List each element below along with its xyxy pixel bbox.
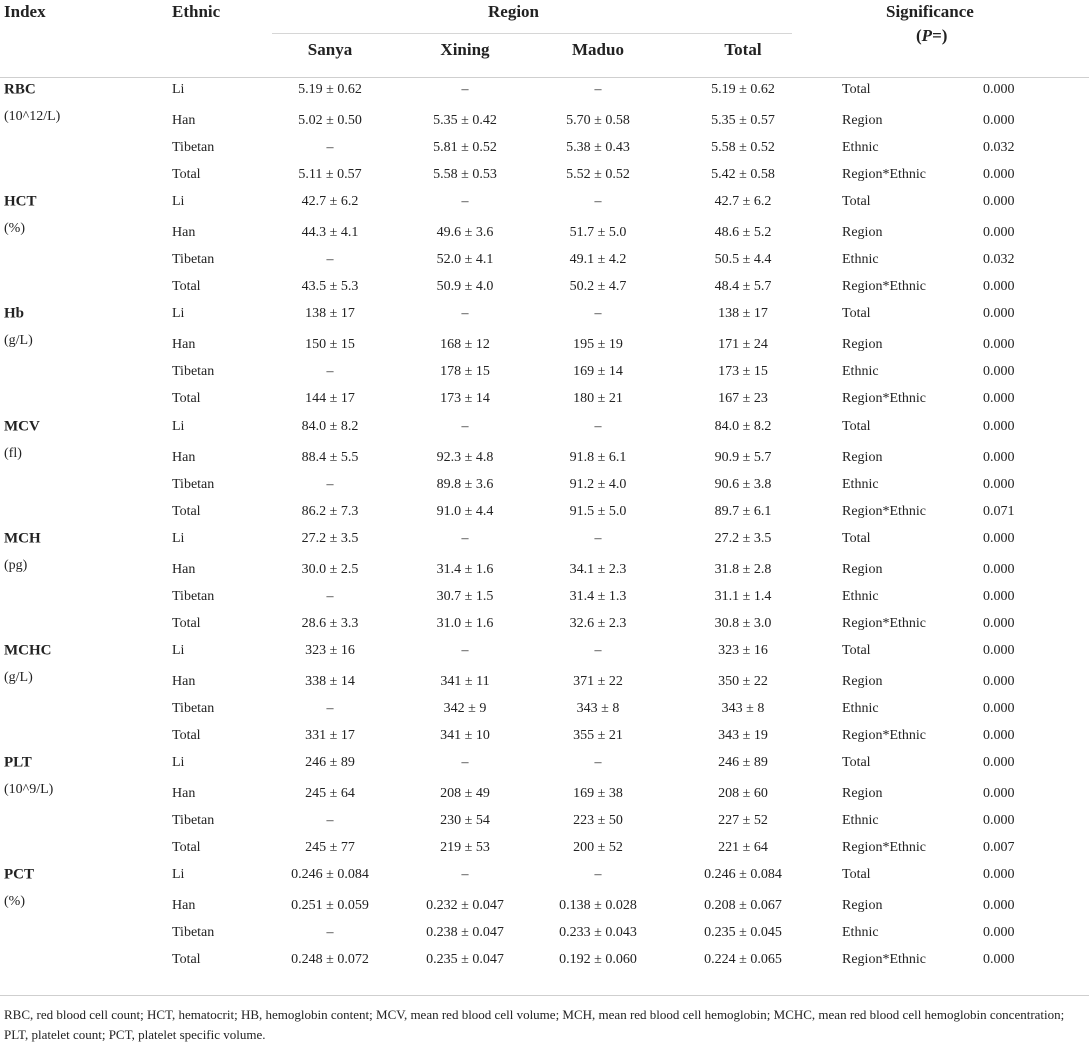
table-row: [0, 749, 1089, 776]
cell-sanya: 43.5 ± 5.3: [301, 278, 359, 294]
index-name: MCHC: [4, 642, 52, 658]
cell-sanya: 245 ± 77: [305, 839, 355, 855]
cell-xining: 92.3 ± 4.8: [436, 449, 494, 465]
cell-xining: –: [461, 193, 469, 209]
table-row: [0, 188, 1089, 215]
cell-significance: Region: [842, 112, 883, 128]
table-row: [0, 556, 1089, 583]
table-row: [0, 107, 1089, 134]
cell-maduo: 0.138 ± 0.028: [559, 897, 637, 913]
table-row: [0, 834, 1089, 861]
index-unit: (%): [4, 894, 25, 909]
cell-significance: Region*Ethnic: [842, 839, 926, 855]
cell-p-value: 0.000: [983, 924, 1015, 940]
cell-p-value: 0.000: [983, 363, 1015, 379]
cell-maduo: 5.38 ± 0.43: [566, 139, 630, 155]
cell-p-value: 0.000: [983, 530, 1015, 546]
cell-sanya: 331 ± 17: [305, 727, 355, 743]
header-p: (P=): [916, 26, 948, 45]
cell-maduo: 169 ± 38: [573, 785, 623, 801]
cell-significance: Ethnic: [842, 476, 879, 492]
cell-significance: Region*Ethnic: [842, 503, 926, 519]
cell-significance: Ethnic: [842, 251, 879, 267]
cell-sanya: 44.3 ± 4.1: [301, 224, 359, 240]
cell-sanya: 42.7 ± 6.2: [301, 193, 359, 209]
cell-total: 0.235 ± 0.045: [704, 924, 782, 940]
cell-significance: Total: [842, 530, 871, 546]
cell-p-value: 0.000: [983, 561, 1015, 577]
index-unit: (10^12/L): [4, 109, 61, 124]
cell-ethnic: Tibetan: [172, 700, 215, 716]
index-name: RBC: [4, 81, 36, 97]
cell-ethnic: Tibetan: [172, 476, 215, 492]
cell-total: 48.6 ± 5.2: [714, 224, 772, 240]
cell-xining: 342 ± 9: [443, 700, 487, 716]
cell-significance: Total: [842, 305, 871, 321]
cell-sanya: 84.0 ± 8.2: [301, 418, 359, 434]
cell-ethnic: Total: [172, 615, 201, 631]
cell-xining: 30.7 ± 1.5: [436, 588, 494, 604]
header-xining: Xining: [440, 40, 490, 59]
cell-sanya: 30.0 ± 2.5: [301, 561, 359, 577]
table-row: [0, 161, 1089, 188]
table-row: [0, 471, 1089, 498]
table-row: [0, 861, 1089, 888]
table-row: [0, 695, 1089, 722]
cell-maduo: –: [594, 418, 602, 434]
cell-maduo: –: [594, 866, 602, 882]
cell-xining: 89.8 ± 3.6: [436, 476, 494, 492]
header-total: Total: [724, 40, 762, 59]
cell-sanya: 0.248 ± 0.072: [291, 951, 369, 967]
cell-sanya: –: [326, 588, 334, 604]
cell-significance: Total: [842, 418, 871, 434]
cell-p-value: 0.000: [983, 305, 1015, 321]
index-unit: (pg): [4, 558, 28, 573]
cell-significance: Region: [842, 336, 883, 352]
cell-xining: 31.4 ± 1.6: [436, 561, 494, 577]
cell-ethnic: Total: [172, 390, 201, 406]
cell-p-value: 0.000: [983, 897, 1015, 913]
cell-xining: 173 ± 14: [440, 390, 490, 406]
cell-ethnic: Tibetan: [172, 588, 215, 604]
index-unit: (g/L): [4, 333, 33, 348]
cell-xining: 0.238 ± 0.047: [426, 924, 504, 940]
header-maduo: Maduo: [572, 40, 624, 59]
cell-maduo: 195 ± 19: [573, 336, 623, 352]
cell-sanya: 338 ± 14: [305, 673, 355, 689]
cell-ethnic: Tibetan: [172, 924, 215, 940]
cell-sanya: –: [326, 924, 334, 940]
cell-ethnic: Li: [172, 866, 185, 882]
table-footnote: RBC, red blood cell count; HCT, hematocrit; HB, hemoglobin content; MCV, mean red blood cell volume; MCH, mean red blood cell hemoglobin; MCHC, mean red blood cell hemoglobin concentration; PLT, platelet count; PCT, platelet specific volume.: [4, 1007, 1065, 1042]
header-significance: Significance: [886, 2, 974, 21]
cell-sanya: –: [326, 363, 334, 379]
index-unit: (g/L): [4, 670, 33, 685]
cell-xining: 208 ± 49: [440, 785, 490, 801]
cell-sanya: 323 ± 16: [305, 642, 355, 658]
cell-p-value: 0.000: [983, 112, 1015, 128]
cell-sanya: –: [326, 139, 334, 155]
cell-significance: Ethnic: [842, 700, 879, 716]
cell-maduo: 5.70 ± 0.58: [566, 112, 630, 128]
cell-maduo: 51.7 ± 5.0: [569, 224, 627, 240]
cell-xining: 49.6 ± 3.6: [436, 224, 494, 240]
cell-ethnic: Li: [172, 754, 185, 770]
cell-xining: 5.35 ± 0.42: [433, 112, 497, 128]
cell-maduo: 91.8 ± 6.1: [569, 449, 627, 465]
cell-maduo: 343 ± 8: [576, 700, 620, 716]
cell-ethnic: Total: [172, 503, 201, 519]
cell-p-value: 0.032: [983, 251, 1015, 267]
cell-total: 323 ± 16: [718, 642, 768, 658]
cell-total: 350 ± 22: [718, 673, 768, 689]
cell-total: 171 ± 24: [718, 336, 768, 352]
table-row: [0, 498, 1089, 525]
cell-significance: Region*Ethnic: [842, 615, 926, 631]
cell-sanya: 246 ± 89: [305, 754, 355, 770]
cell-sanya: –: [326, 700, 334, 716]
cell-total: 90.6 ± 3.8: [714, 476, 772, 492]
cell-p-value: 0.000: [983, 615, 1015, 631]
cell-xining: –: [461, 305, 469, 321]
cell-total: 31.8 ± 2.8: [714, 561, 772, 577]
index-unit: (%): [4, 221, 25, 236]
cell-p-value: 0.000: [983, 785, 1015, 801]
cell-total: 138 ± 17: [718, 305, 768, 321]
table-row: [0, 76, 1089, 103]
cell-xining: 52.0 ± 4.1: [436, 251, 494, 267]
table-row: [0, 331, 1089, 358]
cell-significance: Ethnic: [842, 924, 879, 940]
cell-xining: –: [461, 642, 469, 658]
cell-maduo: 91.2 ± 4.0: [569, 476, 627, 492]
cell-p-value: 0.000: [983, 812, 1015, 828]
cell-ethnic: Total: [172, 166, 201, 182]
cell-total: 0.246 ± 0.084: [704, 866, 782, 882]
cell-xining: 5.58 ± 0.53: [433, 166, 497, 182]
cell-ethnic: Han: [172, 561, 196, 577]
cell-xining: 50.9 ± 4.0: [436, 278, 494, 294]
table-row: [0, 780, 1089, 807]
region-underline: [272, 33, 792, 34]
cell-total: 42.7 ± 6.2: [714, 193, 772, 209]
table-row: [0, 444, 1089, 471]
header-ethnic: Ethnic: [172, 2, 221, 21]
cell-xining: 219 ± 53: [440, 839, 490, 855]
index-name: MCV: [4, 418, 40, 434]
cell-significance: Ethnic: [842, 812, 879, 828]
cell-significance: Region: [842, 785, 883, 801]
cell-significance: Total: [842, 81, 871, 97]
cell-xining: 168 ± 12: [440, 336, 490, 352]
cell-xining: 91.0 ± 4.4: [436, 503, 494, 519]
cell-significance: Region*Ethnic: [842, 278, 926, 294]
cell-total: 5.19 ± 0.62: [711, 81, 775, 97]
cell-maduo: 91.5 ± 5.0: [569, 503, 627, 519]
cell-significance: Region: [842, 561, 883, 577]
index-name: PLT: [4, 754, 32, 770]
cell-significance: Region: [842, 449, 883, 465]
cell-ethnic: Li: [172, 642, 185, 658]
cell-total: 84.0 ± 8.2: [714, 418, 772, 434]
table-row: [0, 219, 1089, 246]
cell-significance: Region*Ethnic: [842, 166, 926, 182]
table-row: [0, 919, 1089, 946]
cell-xining: –: [461, 866, 469, 882]
table-row: [0, 273, 1089, 300]
cell-xining: 230 ± 54: [440, 812, 490, 828]
cell-p-value: 0.000: [983, 449, 1015, 465]
table-row: [0, 246, 1089, 273]
cell-maduo: 169 ± 14: [573, 363, 623, 379]
table-row: [0, 946, 1089, 973]
cell-xining: 178 ± 15: [440, 363, 490, 379]
cell-sanya: 144 ± 17: [305, 390, 355, 406]
cell-xining: 31.0 ± 1.6: [436, 615, 494, 631]
cell-sanya: –: [326, 251, 334, 267]
cell-xining: 341 ± 10: [440, 727, 490, 743]
cell-sanya: 27.2 ± 3.5: [301, 530, 359, 546]
header-index: Index: [4, 2, 46, 21]
cell-total: 5.58 ± 0.52: [711, 139, 775, 155]
cell-total: 0.208 ± 0.067: [704, 897, 782, 913]
cell-ethnic: Tibetan: [172, 251, 215, 267]
cell-ethnic: Total: [172, 727, 201, 743]
cell-maduo: 34.1 ± 2.3: [569, 561, 627, 577]
cell-significance: Total: [842, 642, 871, 658]
cell-xining: 0.235 ± 0.047: [426, 951, 504, 967]
cell-maduo: 355 ± 21: [573, 727, 623, 743]
cell-xining: –: [461, 754, 469, 770]
cell-total: 48.4 ± 5.7: [714, 278, 772, 294]
cell-sanya: –: [326, 812, 334, 828]
cell-ethnic: Han: [172, 897, 196, 913]
cell-ethnic: Total: [172, 278, 201, 294]
cell-ethnic: Li: [172, 418, 185, 434]
index-name: Hb: [4, 305, 25, 321]
table-row: [0, 300, 1089, 327]
cell-sanya: 150 ± 15: [305, 336, 355, 352]
cell-total: 5.42 ± 0.58: [711, 166, 775, 182]
table-row: [0, 134, 1089, 161]
cell-maduo: –: [594, 530, 602, 546]
table-row: [0, 637, 1089, 664]
cell-total: 246 ± 89: [718, 754, 768, 770]
table-row: [0, 892, 1089, 919]
cell-total: 5.35 ± 0.57: [711, 112, 775, 128]
cell-sanya: 5.02 ± 0.50: [298, 112, 362, 128]
cell-ethnic: Han: [172, 224, 196, 240]
cell-maduo: 49.1 ± 4.2: [569, 251, 627, 267]
cell-significance: Region: [842, 224, 883, 240]
cell-significance: Ethnic: [842, 363, 879, 379]
cell-p-value: 0.000: [983, 224, 1015, 240]
cell-total: 343 ± 8: [721, 700, 765, 716]
cell-ethnic: Tibetan: [172, 812, 215, 828]
index-unit: (10^9/L): [4, 782, 54, 797]
cell-total: 221 ± 64: [718, 839, 768, 855]
cell-maduo: –: [594, 193, 602, 209]
header-sanya: Sanya: [307, 40, 353, 59]
cell-maduo: 223 ± 50: [573, 812, 623, 828]
cell-sanya: 245 ± 64: [305, 785, 355, 801]
cell-maduo: 371 ± 22: [573, 673, 623, 689]
cell-total: 173 ± 15: [718, 363, 768, 379]
index-name: MCH: [4, 530, 41, 546]
cell-p-value: 0.000: [983, 390, 1015, 406]
cell-sanya: 0.251 ± 0.059: [291, 897, 369, 913]
cell-ethnic: Tibetan: [172, 139, 215, 155]
index-name: PCT: [4, 866, 34, 882]
cell-maduo: –: [594, 81, 602, 97]
cell-ethnic: Li: [172, 530, 185, 546]
header-region: Region: [488, 2, 539, 21]
cell-significance: Ethnic: [842, 139, 879, 155]
cell-p-value: 0.000: [983, 866, 1015, 882]
cell-xining: –: [461, 81, 469, 97]
cell-ethnic: Han: [172, 673, 196, 689]
index-unit: (fl): [4, 446, 22, 461]
cell-maduo: 31.4 ± 1.3: [569, 588, 627, 604]
cell-p-value: 0.000: [983, 700, 1015, 716]
cell-ethnic: Li: [172, 193, 185, 209]
cell-total: 167 ± 23: [718, 390, 768, 406]
cell-significance: Region: [842, 897, 883, 913]
cell-sanya: –: [326, 476, 334, 492]
cell-total: 90.9 ± 5.7: [714, 449, 772, 465]
cell-maduo: –: [594, 305, 602, 321]
cell-total: 0.224 ± 0.065: [704, 951, 782, 967]
table-row: [0, 807, 1089, 834]
cell-maduo: 0.233 ± 0.043: [559, 924, 637, 940]
cell-p-value: 0.000: [983, 727, 1015, 743]
table-row: [0, 668, 1089, 695]
cell-sanya: 28.6 ± 3.3: [301, 615, 359, 631]
cell-maduo: 50.2 ± 4.7: [569, 278, 627, 294]
cell-sanya: 138 ± 17: [305, 305, 355, 321]
cell-total: 343 ± 19: [718, 727, 768, 743]
cell-ethnic: Han: [172, 112, 196, 128]
cell-p-value: 0.000: [983, 418, 1015, 434]
cell-significance: Region: [842, 673, 883, 689]
cell-maduo: 0.192 ± 0.060: [559, 951, 637, 967]
index-name: HCT: [4, 193, 37, 209]
table-row: [0, 525, 1089, 552]
cell-significance: Total: [842, 193, 871, 209]
table-row: [0, 385, 1089, 412]
cell-significance: Total: [842, 866, 871, 882]
cell-maduo: 180 ± 21: [573, 390, 623, 406]
cell-p-value: 0.000: [983, 951, 1015, 967]
cell-ethnic: Li: [172, 305, 185, 321]
cell-p-value: 0.032: [983, 139, 1015, 155]
cell-ethnic: Tibetan: [172, 363, 215, 379]
cell-p-value: 0.000: [983, 193, 1015, 209]
table-row: [0, 722, 1089, 749]
cell-xining: 0.232 ± 0.047: [426, 897, 504, 913]
cell-p-value: 0.000: [983, 81, 1015, 97]
cell-ethnic: Total: [172, 951, 201, 967]
cell-sanya: 88.4 ± 5.5: [301, 449, 359, 465]
table-row: [0, 413, 1089, 440]
cell-maduo: 5.52 ± 0.52: [566, 166, 630, 182]
cell-xining: –: [461, 530, 469, 546]
table-row: [0, 583, 1089, 610]
cell-total: 27.2 ± 3.5: [714, 530, 772, 546]
cell-maduo: 200 ± 52: [573, 839, 623, 855]
cell-p-value: 0.000: [983, 673, 1015, 689]
cell-significance: Ethnic: [842, 588, 879, 604]
cell-p-value: 0.000: [983, 588, 1015, 604]
cell-ethnic: Li: [172, 81, 185, 97]
cell-p-value: 0.007: [983, 839, 1015, 855]
cell-xining: 5.81 ± 0.52: [433, 139, 497, 155]
cell-maduo: –: [594, 642, 602, 658]
cell-sanya: 5.19 ± 0.62: [298, 81, 362, 97]
cell-p-value: 0.000: [983, 166, 1015, 182]
cell-ethnic: Han: [172, 785, 196, 801]
cell-significance: Region*Ethnic: [842, 951, 926, 967]
cell-p-value: 0.071: [983, 503, 1015, 519]
cell-ethnic: Total: [172, 839, 201, 855]
cell-sanya: 86.2 ± 7.3: [301, 503, 359, 519]
cell-sanya: 5.11 ± 0.57: [298, 166, 362, 182]
footer-rule: [0, 995, 1089, 996]
cell-significance: Total: [842, 754, 871, 770]
cell-significance: Region*Ethnic: [842, 390, 926, 406]
cell-total: 31.1 ± 1.4: [714, 588, 772, 604]
cell-p-value: 0.000: [983, 642, 1015, 658]
cell-total: 89.7 ± 6.1: [714, 503, 772, 519]
cell-ethnic: Han: [172, 449, 196, 465]
cell-p-value: 0.000: [983, 336, 1015, 352]
cell-total: 30.8 ± 3.0: [714, 615, 772, 631]
cell-p-value: 0.000: [983, 476, 1015, 492]
cell-ethnic: Han: [172, 336, 196, 352]
cell-total: 227 ± 52: [718, 812, 768, 828]
cell-xining: –: [461, 418, 469, 434]
cell-maduo: –: [594, 754, 602, 770]
cell-maduo: 32.6 ± 2.3: [569, 615, 627, 631]
table-row: [0, 358, 1089, 385]
cell-total: 208 ± 60: [718, 785, 768, 801]
cell-xining: 341 ± 11: [440, 673, 490, 689]
cell-p-value: 0.000: [983, 754, 1015, 770]
cell-sanya: 0.246 ± 0.084: [291, 866, 369, 882]
cell-significance: Region*Ethnic: [842, 727, 926, 743]
cell-total: 50.5 ± 4.4: [714, 251, 772, 267]
cell-p-value: 0.000: [983, 278, 1015, 294]
table-row: [0, 610, 1089, 637]
